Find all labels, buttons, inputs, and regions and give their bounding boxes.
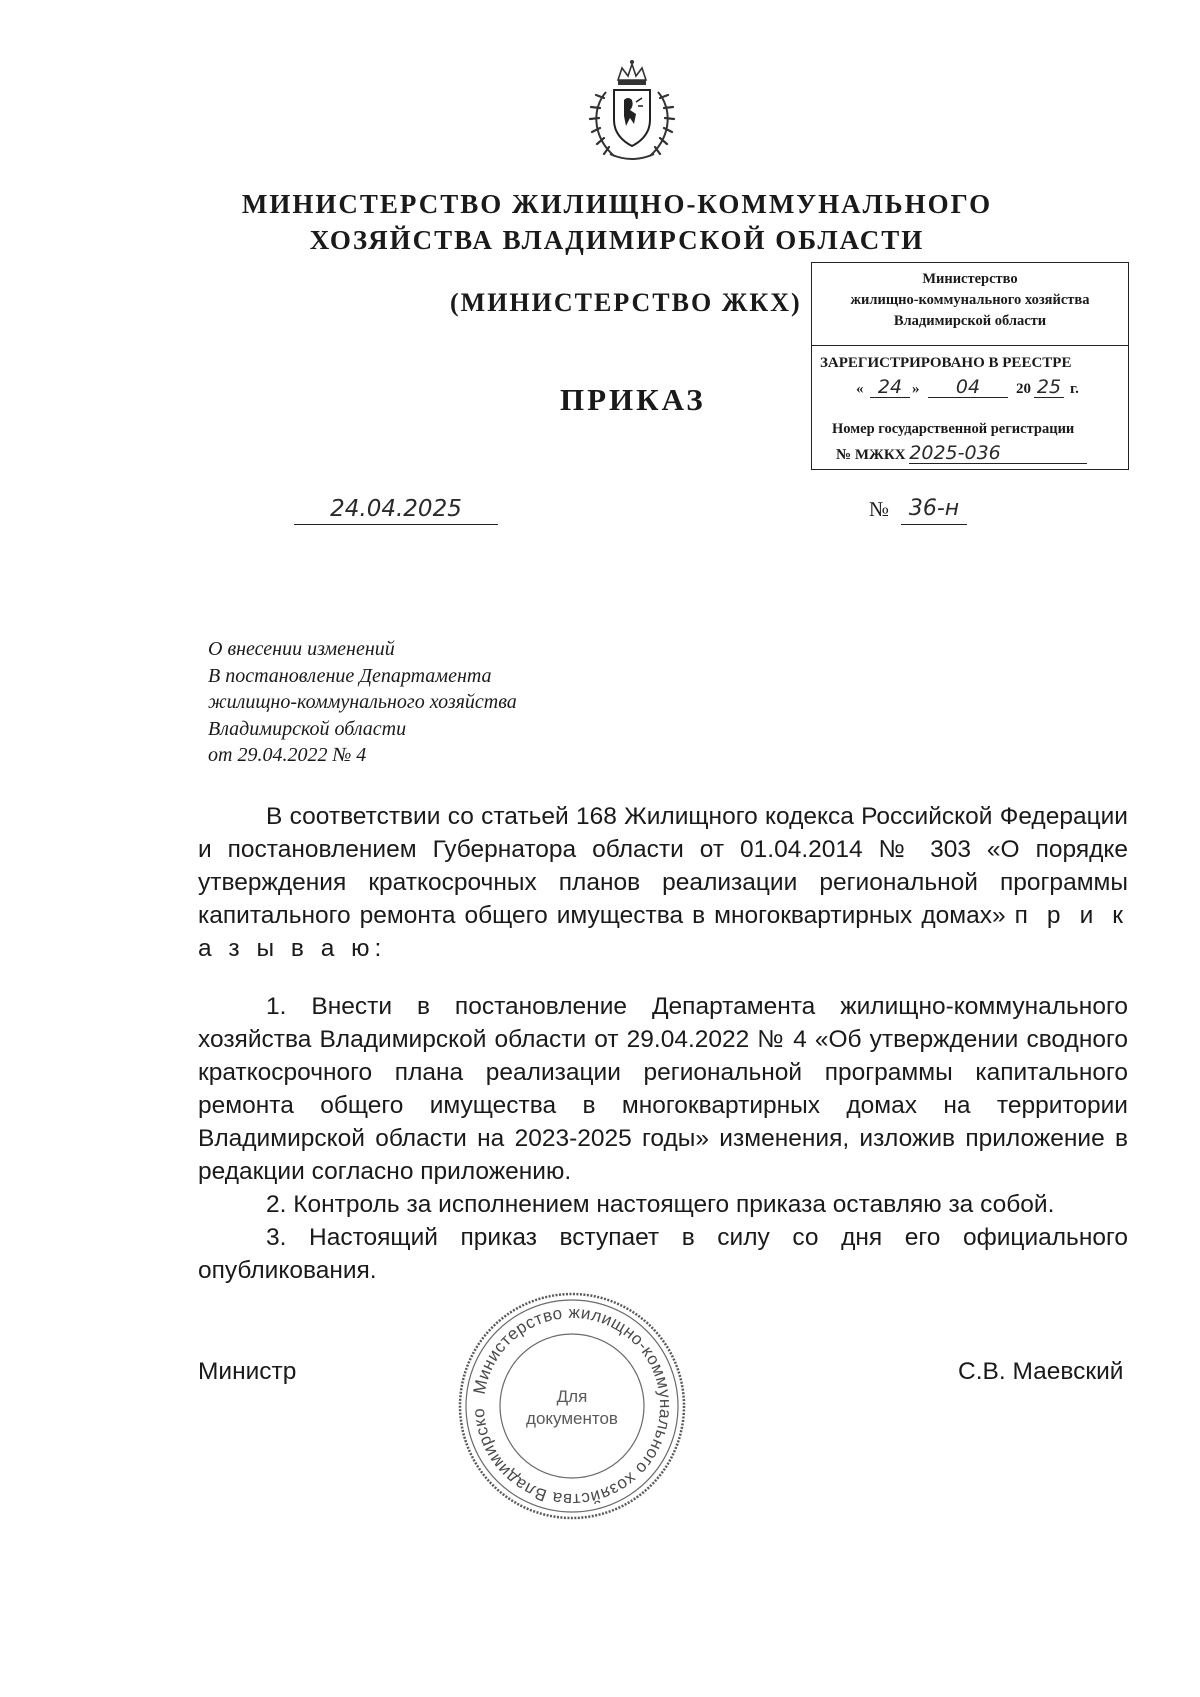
registration-stamp	[811, 262, 1129, 470]
stamp-org-line2: жилищно-коммунального хозяйства	[850, 292, 1090, 308]
seal-center-line2: документов	[526, 1409, 618, 1428]
order-subject	[208, 636, 628, 769]
stamp-quote-close: »	[912, 381, 920, 397]
ministry-title	[230, 186, 1004, 258]
stamp-org-line1: Министерство	[922, 271, 1018, 287]
preamble-paragraph	[198, 800, 1128, 965]
stamp-number-value: 2025-036	[909, 443, 1087, 464]
order-number-label: №	[869, 497, 890, 521]
stamp-number-prefix: № МЖКХ	[836, 447, 906, 463]
document-type-title: ПРИКАЗ	[560, 382, 706, 417]
seal-ring-text: Министерство жилищно-коммунального хозяйства Владимирско	[468, 1302, 676, 1510]
stamp-registered-label: ЗАРЕГИСТРИРОВАНО В РЕЕСТРЕ	[820, 355, 1072, 371]
stamp-org-line3: Владимирской области	[893, 313, 1047, 329]
seal-center-line1: Для	[556, 1387, 588, 1406]
preamble-decree: п р и к а з ы в а ю:	[198, 902, 1128, 962]
stamp-month: 04	[928, 377, 1008, 398]
stamp-year-prefix: 20	[1016, 381, 1031, 397]
subject-line2: В постановление Департамента	[208, 664, 492, 687]
stamp-number-line	[836, 443, 1087, 464]
order-date: 24.04.2025	[294, 494, 498, 525]
order-item-1: 1. Внести в постановление Департамента жилищно-коммунального хозяйства Владимирской области от 29.04.2022 № 4 «Об утверждении сводного краткосрочного плана реализации региональной программы капитального ремонта общего имущества в многоквартирных домах на территории Владимирской области на 2023-2025 годы» изменения, изложив приложение в редакции согласно приложению.	[198, 993, 1128, 1185]
order-number: 36-н	[901, 494, 967, 525]
signatory-position: Министр	[198, 1358, 297, 1385]
order-item-2: 2. Контроль за исполнением настоящего приказа оставляю за собой.	[266, 1191, 1055, 1218]
official-seal	[456, 1290, 688, 1522]
subject-line5: от 29.04.2022 № 4	[208, 744, 367, 766]
ministry-title-line1: МИНИСТЕРСТВО ЖИЛИЩНО-КОММУНАЛЬНОГО	[241, 189, 993, 219]
stamp-day: 24	[870, 377, 910, 398]
signatory-name: С.В. Маевский	[958, 1358, 1124, 1385]
order-item-3: 3. Настоящий приказ вступает в силу со дня его официального опубликования.	[198, 1224, 1128, 1284]
subject-line1: О внесении изменений	[208, 638, 395, 660]
stamp-year-suffix: 25	[1034, 377, 1064, 398]
ministry-title-line2: ХОЗЯЙСТВА ВЛАДИМИРСКОЙ ОБЛАСТИ	[309, 225, 925, 255]
order-body	[198, 800, 1128, 1287]
subject-line3: жилищно-коммунального хозяйства	[208, 691, 517, 713]
coat-of-arms-emblem	[584, 58, 680, 166]
subject-line4: Владимирской области	[208, 717, 407, 740]
stamp-number-label: Номер государственной регистрации	[832, 421, 1075, 437]
stamp-quote-open: «	[856, 381, 864, 397]
stamp-divider	[812, 345, 1128, 346]
ministry-short-name: (МИНИСТЕРСТВО ЖКХ)	[450, 288, 802, 317]
stamp-year-unit: г.	[1070, 381, 1079, 397]
registration-stamp-organization	[812, 269, 1128, 332]
preamble-text: В соответствии со статьей 168 Жилищного кодекса Российской Федерации и постановлением Губернатора области от 01.04.2014 № 303 «О порядке утверждения краткосрочных планов реализации региональной программы капитального ремонта общего имущества в многоквартирных домах»	[198, 803, 1128, 929]
